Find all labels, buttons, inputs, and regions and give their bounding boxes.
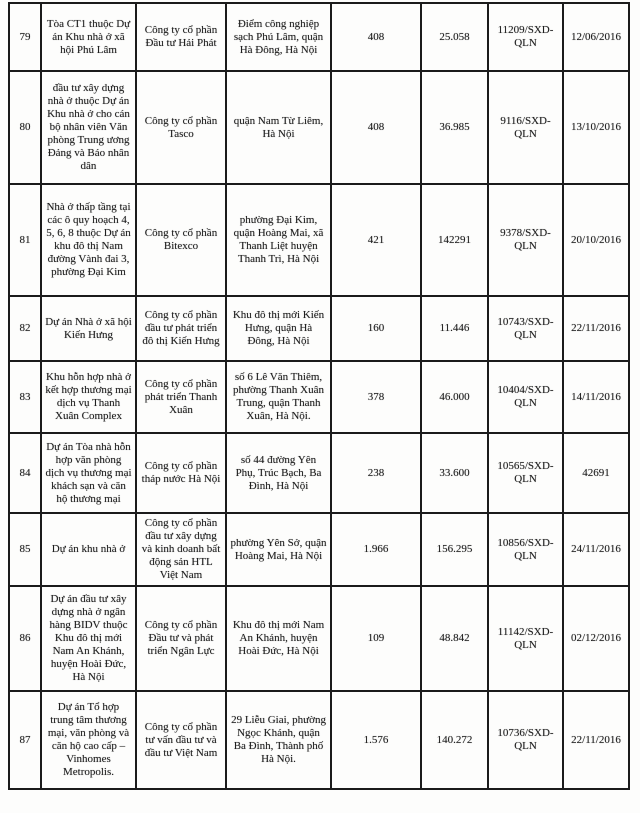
date-cell: 12/06/2016	[563, 3, 629, 71]
company-name-cell: Công ty cổ phần phát triển Thanh Xuân	[136, 361, 226, 433]
table-row	[9, 361, 629, 433]
area-value-cell: 140.272	[421, 691, 488, 789]
permit-number-cell: 10856/SXD-QLN	[488, 513, 563, 586]
table-row	[9, 71, 629, 184]
area-value-cell: 142291	[421, 184, 488, 296]
date-cell: 13/10/2016	[563, 71, 629, 184]
permit-number-cell: 10565/SXD-QLN	[488, 433, 563, 513]
area-value-cell: 46.000	[421, 361, 488, 433]
units-count-cell: 421	[331, 184, 421, 296]
area-value-cell: 48.842	[421, 586, 488, 691]
date-cell: 14/11/2016	[563, 361, 629, 433]
table-row	[9, 184, 629, 296]
project-name-cell: Khu hỗn hợp nhà ở kết hợp thương mại dịch vụ Thanh Xuân Complex	[41, 361, 136, 433]
address-cell: phường Đại Kim, quận Hoàng Mai, xã Thanh Liệt huyện Thanh Trì, Hà Nội	[226, 184, 331, 296]
company-name-cell: Công ty cổ phần đầu tư xây dựng và kinh doanh bất động sản HTL Việt Nam	[136, 513, 226, 586]
units-count-cell: 1.966	[331, 513, 421, 586]
address-cell: số 44 đường Yên Phụ, Trúc Bạch, Ba Đình, Hà Nội	[226, 433, 331, 513]
units-count-cell: 378	[331, 361, 421, 433]
date-cell: 20/10/2016	[563, 184, 629, 296]
permit-number-cell: 9378/SXD-QLN	[488, 184, 563, 296]
project-name-cell: Nhà ở thấp tầng tại các ô quy hoạch 4, 5, 6, 8 thuộc Dự án khu đô thị Nam đường Vành đai 3, phường Đại Kim	[41, 184, 136, 296]
row-index-cell: 84	[9, 433, 41, 513]
row-index-cell: 80	[9, 71, 41, 184]
date-cell: 24/11/2016	[563, 513, 629, 586]
company-name-cell: Công ty cổ phần tư vấn đầu tư và đầu tư Việt Nam	[136, 691, 226, 789]
units-count-cell: 160	[331, 296, 421, 361]
permit-number-cell: 10404/SXD-QLN	[488, 361, 563, 433]
project-name-cell: Dự án khu nhà ở	[41, 513, 136, 586]
row-index-cell: 87	[9, 691, 41, 789]
housing-projects-table	[8, 2, 630, 790]
project-name-cell: Tòa CT1 thuộc Dự án Khu nhà ở xã hội Phú Lâm	[41, 3, 136, 71]
date-cell: 02/12/2016	[563, 586, 629, 691]
row-index-cell: 82	[9, 296, 41, 361]
area-value-cell: 11.446	[421, 296, 488, 361]
permit-number-cell: 11142/SXD-QLN	[488, 586, 563, 691]
address-cell: Khu đô thị mới Nam An Khánh, huyện Hoài Đức, Hà Nội	[226, 586, 331, 691]
units-count-cell: 408	[331, 71, 421, 184]
area-value-cell: 25.058	[421, 3, 488, 71]
address-cell: Điểm công nghiệp sạch Phú Lâm, quận Hà Đông, Hà Nội	[226, 3, 331, 71]
address-cell: phường Yên Sở, quận Hoàng Mai, Hà Nội	[226, 513, 331, 586]
date-cell: 42691	[563, 433, 629, 513]
project-name-cell: Dự án Nhà ở xã hội Kiến Hưng	[41, 296, 136, 361]
row-index-cell: 79	[9, 3, 41, 71]
row-index-cell: 81	[9, 184, 41, 296]
table-row	[9, 586, 629, 691]
units-count-cell: 408	[331, 3, 421, 71]
units-count-cell: 238	[331, 433, 421, 513]
project-name-cell: đầu tư xây dựng nhà ở thuộc Dự án Khu nhà ở cho cán bộ nhân viên Văn phòng Trung ương Đảng và Báo nhân dân	[41, 71, 136, 184]
area-value-cell: 156.295	[421, 513, 488, 586]
units-count-cell: 109	[331, 586, 421, 691]
table-row	[9, 296, 629, 361]
date-cell: 22/11/2016	[563, 296, 629, 361]
company-name-cell: Công ty cổ phần tháp nước Hà Nội	[136, 433, 226, 513]
address-cell: quận Nam Từ Liêm, Hà Nội	[226, 71, 331, 184]
table-row	[9, 3, 629, 71]
row-index-cell: 86	[9, 586, 41, 691]
project-name-cell: Dự án đầu tư xây dựng nhà ở ngân hàng BIDV thuộc Khu đô thị mới Nam An Khánh, huyện Hoài Đức, Hà Nội	[41, 586, 136, 691]
permit-number-cell: 9116/SXD-QLN	[488, 71, 563, 184]
permit-number-cell: 10736/SXD-QLN	[488, 691, 563, 789]
company-name-cell: Công ty cổ phần Đầu tư và phát triển Ngân Lực	[136, 586, 226, 691]
address-cell: số 6 Lê Văn Thiêm, phường Thanh Xuân Trung, quận Thanh Xuân, Hà Nội.	[226, 361, 331, 433]
table-row	[9, 433, 629, 513]
company-name-cell: Công ty cổ phần Đầu tư Hải Phát	[136, 3, 226, 71]
area-value-cell: 33.600	[421, 433, 488, 513]
permit-number-cell: 11209/SXD-QLN	[488, 3, 563, 71]
project-name-cell: Dự án Tòa nhà hỗn hợp văn phòng dịch vụ thương mại khách sạn và căn hộ thương mại	[41, 433, 136, 513]
address-cell: 29 Liễu Giai, phường Ngọc Khánh, quận Ba Đình, Thành phố Hà Nội.	[226, 691, 331, 789]
date-cell: 22/11/2016	[563, 691, 629, 789]
company-name-cell: Công ty cổ phần đầu tư phát triển đô thị Kiến Hưng	[136, 296, 226, 361]
table-row	[9, 691, 629, 789]
row-index-cell: 83	[9, 361, 41, 433]
area-value-cell: 36.985	[421, 71, 488, 184]
company-name-cell: Công ty cổ phần Bitexco	[136, 184, 226, 296]
company-name-cell: Công ty cổ phần Tasco	[136, 71, 226, 184]
permit-number-cell: 10743/SXD-QLN	[488, 296, 563, 361]
address-cell: Khu đô thị mới Kiến Hưng, quận Hà Đông, Hà Nội	[226, 296, 331, 361]
project-name-cell: Dự án Tổ hợp trung tâm thương mại, văn phòng và căn hộ cao cấp – Vinhomes Metropolis.	[41, 691, 136, 789]
units-count-cell: 1.576	[331, 691, 421, 789]
table-row	[9, 513, 629, 586]
row-index-cell: 85	[9, 513, 41, 586]
